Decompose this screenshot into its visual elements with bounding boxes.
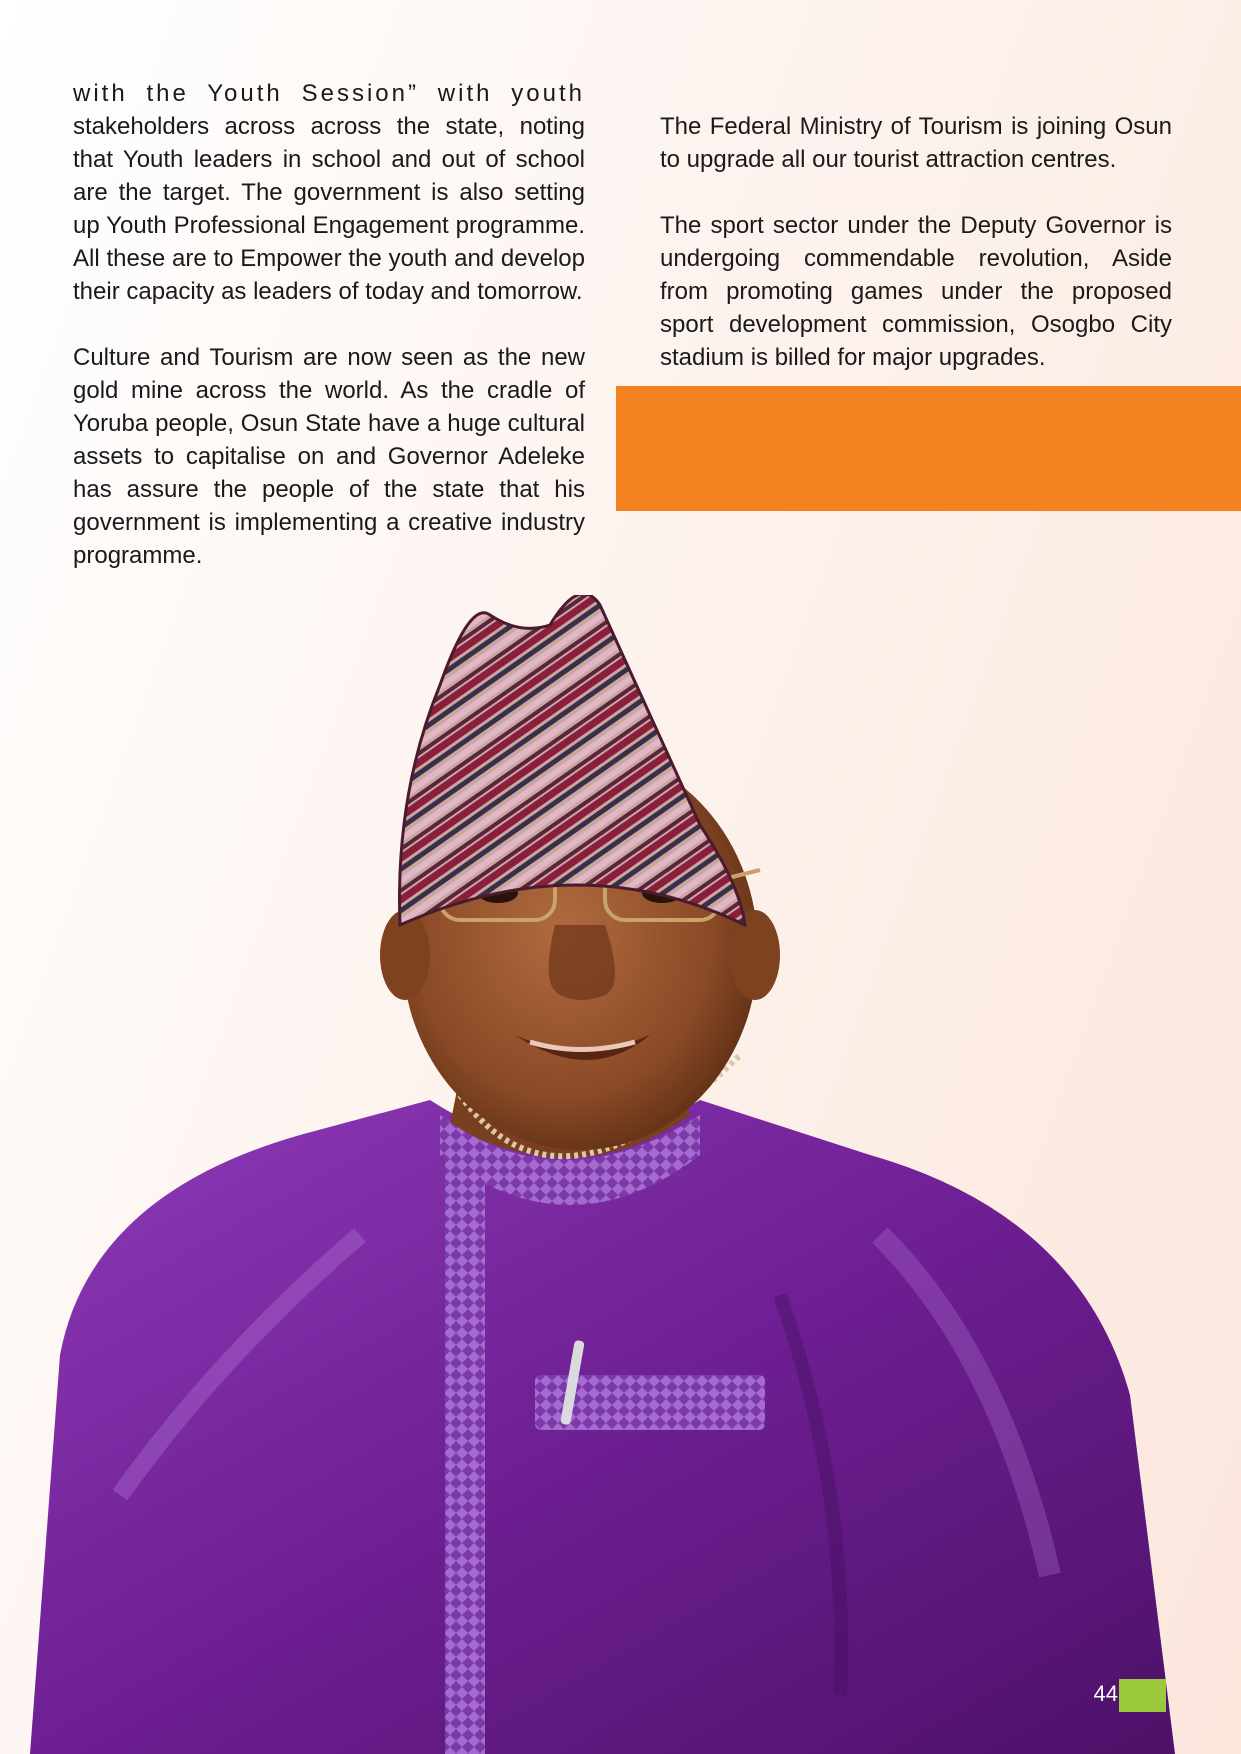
left-text-column [73, 77, 585, 605]
orange-accent-band [616, 386, 1241, 511]
sport-sector-paragraph: The sport sector under the Deputy Governor is undergoing commendable revolution, Aside from promoting games under the proposed sport development commission, Osogbo City stadium is billed for major upgrades. [660, 212, 1172, 371]
page-number: 44 [1093, 1681, 1118, 1706]
culture-tourism-paragraph: Culture and Tourism are now seen as the new gold mine across the world. As the cradle of Yoruba people, Osun State have a huge cultural assets to capitalise on and Governor Adeleke has assure the people of the state that his government is implementing a creative industry programme. [73, 344, 585, 569]
governor-portrait [0, 595, 1241, 1754]
right-text-column [660, 110, 1172, 407]
embroidered-placket [445, 1155, 485, 1754]
youth-paragraph [73, 77, 585, 308]
youth-paragraph-first-line: with the Youth Session” with youth [73, 80, 585, 107]
page-number-tab [1119, 1679, 1166, 1712]
tourism-ministry-paragraph: The Federal Ministry of Tourism is joining Osun to upgrade all our tourist attraction centres. [660, 113, 1172, 173]
fila-cap [400, 595, 746, 925]
youth-paragraph-body: stakeholders across across the state, noting that Youth leaders in school and out of school are the target. The government is also setting up Youth Professional Engagement programme. All these are to Empower the youth and develop their capacity as leaders of today and tomorrow. [73, 113, 585, 305]
